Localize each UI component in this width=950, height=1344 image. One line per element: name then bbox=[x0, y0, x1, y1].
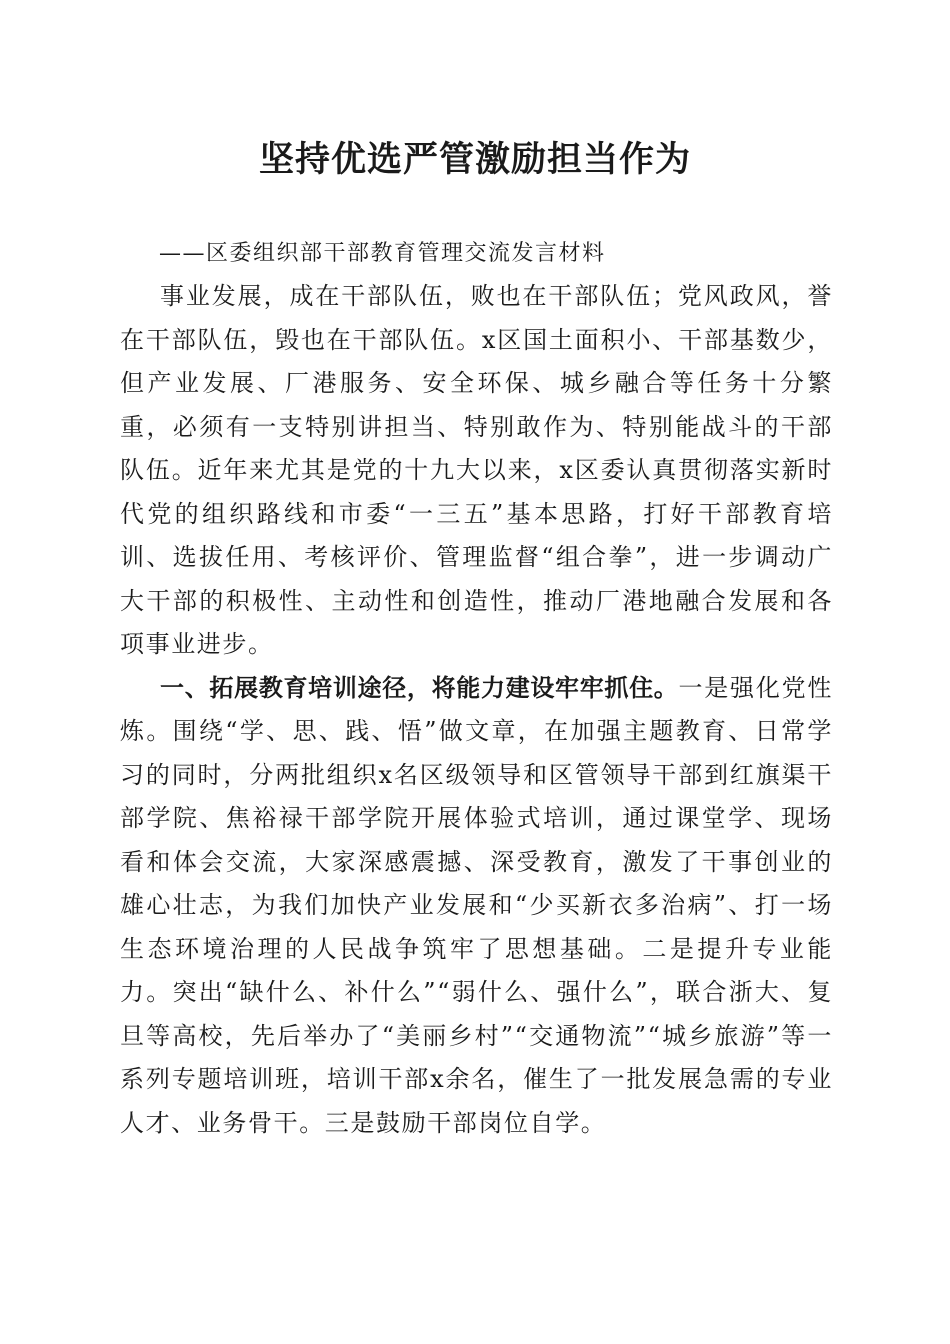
document-title: 坚持优选严管激励担当作为 bbox=[258, 140, 691, 180]
document-subtitle: ——区委组织部干部教育管理交流发言材料 bbox=[159, 241, 606, 266]
paragraph-text: 一是强化党性炼。围绕“学、思、践、悟”做文章，在加强主题教育、日常学习的同时，分两批组织x名区级领导和区管领导干部到红旗渠干部学院、焦裕禄干部学院开展体验式培训，通过课堂学、现场看和体会交流，大家深感震撼、深受教育，激发了干事创业的雄心壮志，为我们加快产业发展和“少买新衣多治病”、打一场生态环境治理的人民战争筑牢了思想基础。二是提升专业能力。突出“缺什么、补什么”“弱什么、强什么”，联合浙大、复旦等高校，先后举办了“美丽乡村”“交通物流”“城乡旅游”等一系列专题培训班，培训干部x余名，催生了一批发展急需的专业人才、业务骨干。三是鼓励干部岗位自学。 bbox=[120, 673, 833, 1137]
paragraph-text: 事业发展，成在干部队伍，败也在干部队伍；党风政风，誉在干部队伍，毁也在干部队伍。x区国土面积小、干部基数少，但产业发展、厂港服务、安全环保、城乡融合等任务十分繁重，必须有一支特别讲担当、特别敢作为、特别能战斗的干部队伍。近年来尤其是党的十九大以来，x区委认真贯彻落实新时代党的组织路线和市委“一三五”基本思路，打好干部教育培训、选拔任用、考核评价、管理监督“组合拳”，进一步调动广大干部的积极性、主动性和创造性，推动厂港地融合发展和各项事业进步。 bbox=[120, 282, 833, 658]
document-body bbox=[120, 275, 833, 1145]
paragraph-intro bbox=[120, 275, 833, 667]
section-heading: 一、拓展教育培训途径，将能力建设牢牢抓住。 bbox=[160, 673, 679, 702]
paragraph-section-1 bbox=[120, 667, 833, 1146]
